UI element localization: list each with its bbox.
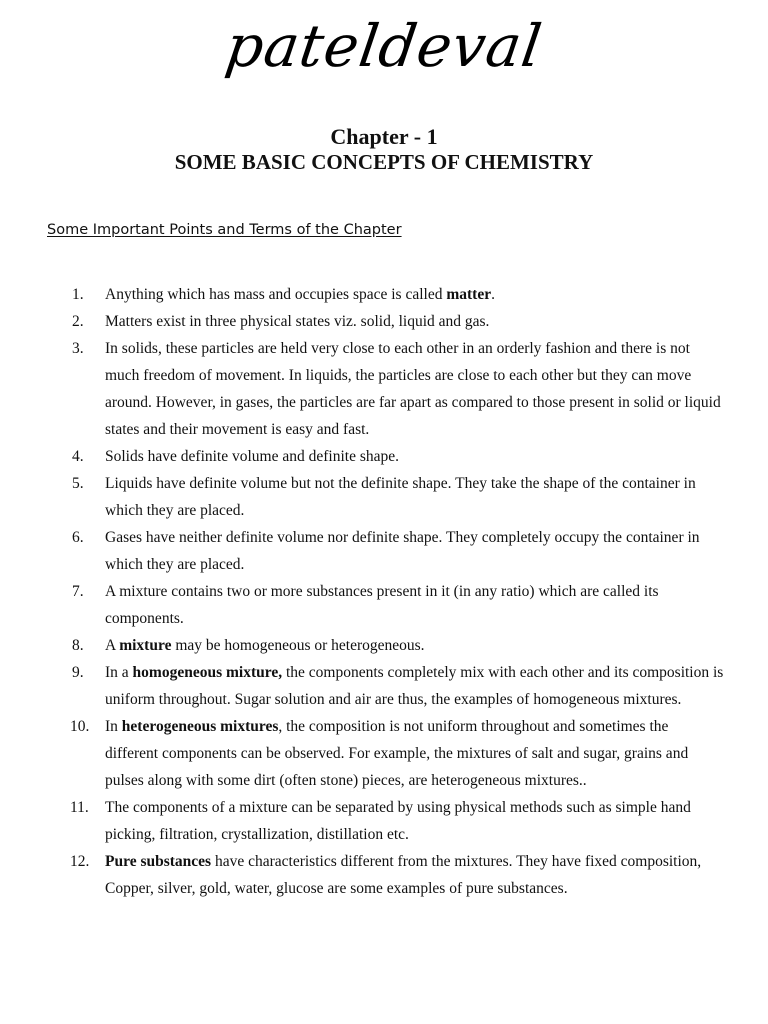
list-item: [0, 632, 725, 659]
points-list: [0, 281, 768, 902]
item-number: 3.: [72, 340, 84, 357]
list-item: [0, 524, 725, 578]
list-item: [0, 470, 725, 524]
item-text: Matters exist in three physical states viz. solid, liquid and gas.: [105, 313, 490, 330]
item-number: 7.: [72, 583, 84, 600]
item-number: 9.: [72, 664, 84, 681]
item-number: 10.: [70, 718, 90, 735]
chapter-title: SOME BASIC CONCEPTS OF CHEMISTRY: [174, 150, 594, 174]
brand-signature: pateldeval: [221, 12, 547, 80]
list-item: [0, 335, 725, 443]
item-text: The components of a mixture can be separated by using physical methods such as simple hand picking, filtration, crystallization, distillation etc.: [105, 799, 691, 843]
item-text: Pure substances have characteristics different from the mixtures. They have fixed composition, Copper, silver, gold, water, glucose are some examples of pure substances.: [105, 853, 702, 897]
item-text: Solids have definite volume and definite shape.: [105, 448, 399, 465]
item-text: In a homogeneous mixture, the components completely mix with each other and its composition is uniform throughout. Sugar solution and air are thus, the examples of homogeneous mixtures.: [105, 664, 724, 708]
list-item: [0, 308, 725, 335]
item-number: 4.: [72, 448, 84, 465]
item-text: A mixture may be homogeneous or heterogeneous.: [105, 637, 425, 654]
item-text: In heterogeneous mixtures, the composition is not uniform throughout and sometimes the different components can be observed. For example, the mixtures of salt and sugar, grains and pulses along with some dirt (often stone) pieces, are heterogeneous mixtures..: [105, 718, 689, 789]
section-heading: Some Important Points and Terms of the Chapter: [47, 222, 402, 238]
list-item: [0, 443, 725, 470]
item-number: 2.: [72, 313, 84, 330]
item-text: Anything which has mass and occupies space is called matter.: [105, 286, 495, 303]
list-item: [0, 794, 725, 848]
item-text: A mixture contains two or more substances present in it (in any ratio) which are called its components.: [105, 583, 659, 627]
item-number: 5.: [72, 475, 84, 492]
chapter-number: Chapter - 1: [330, 124, 438, 149]
item-text: In solids, these particles are held very close to each other in an orderly fashion and there is not much freedom of movement. In liquids, the particles are close to each other but they can move around. However, in gases, the particles are far apart as compared to those present in solid or liquid states and their movement is easy and fast.: [105, 340, 721, 438]
list-item: [0, 281, 725, 308]
item-text: Gases have neither definite volume nor definite shape. They completely occupy the container in which they are placed.: [105, 529, 700, 573]
item-number: 12.: [70, 853, 90, 870]
list-item: [0, 578, 725, 632]
item-number: 1.: [72, 286, 84, 303]
list-item: [0, 713, 725, 794]
item-text: Liquids have definite volume but not the definite shape. They take the shape of the container in which they are placed.: [105, 475, 696, 519]
list-item: [0, 848, 725, 902]
list-item: [0, 659, 725, 713]
item-number: 11.: [70, 799, 89, 816]
item-number: 8.: [72, 637, 84, 654]
item-number: 6.: [72, 529, 84, 546]
